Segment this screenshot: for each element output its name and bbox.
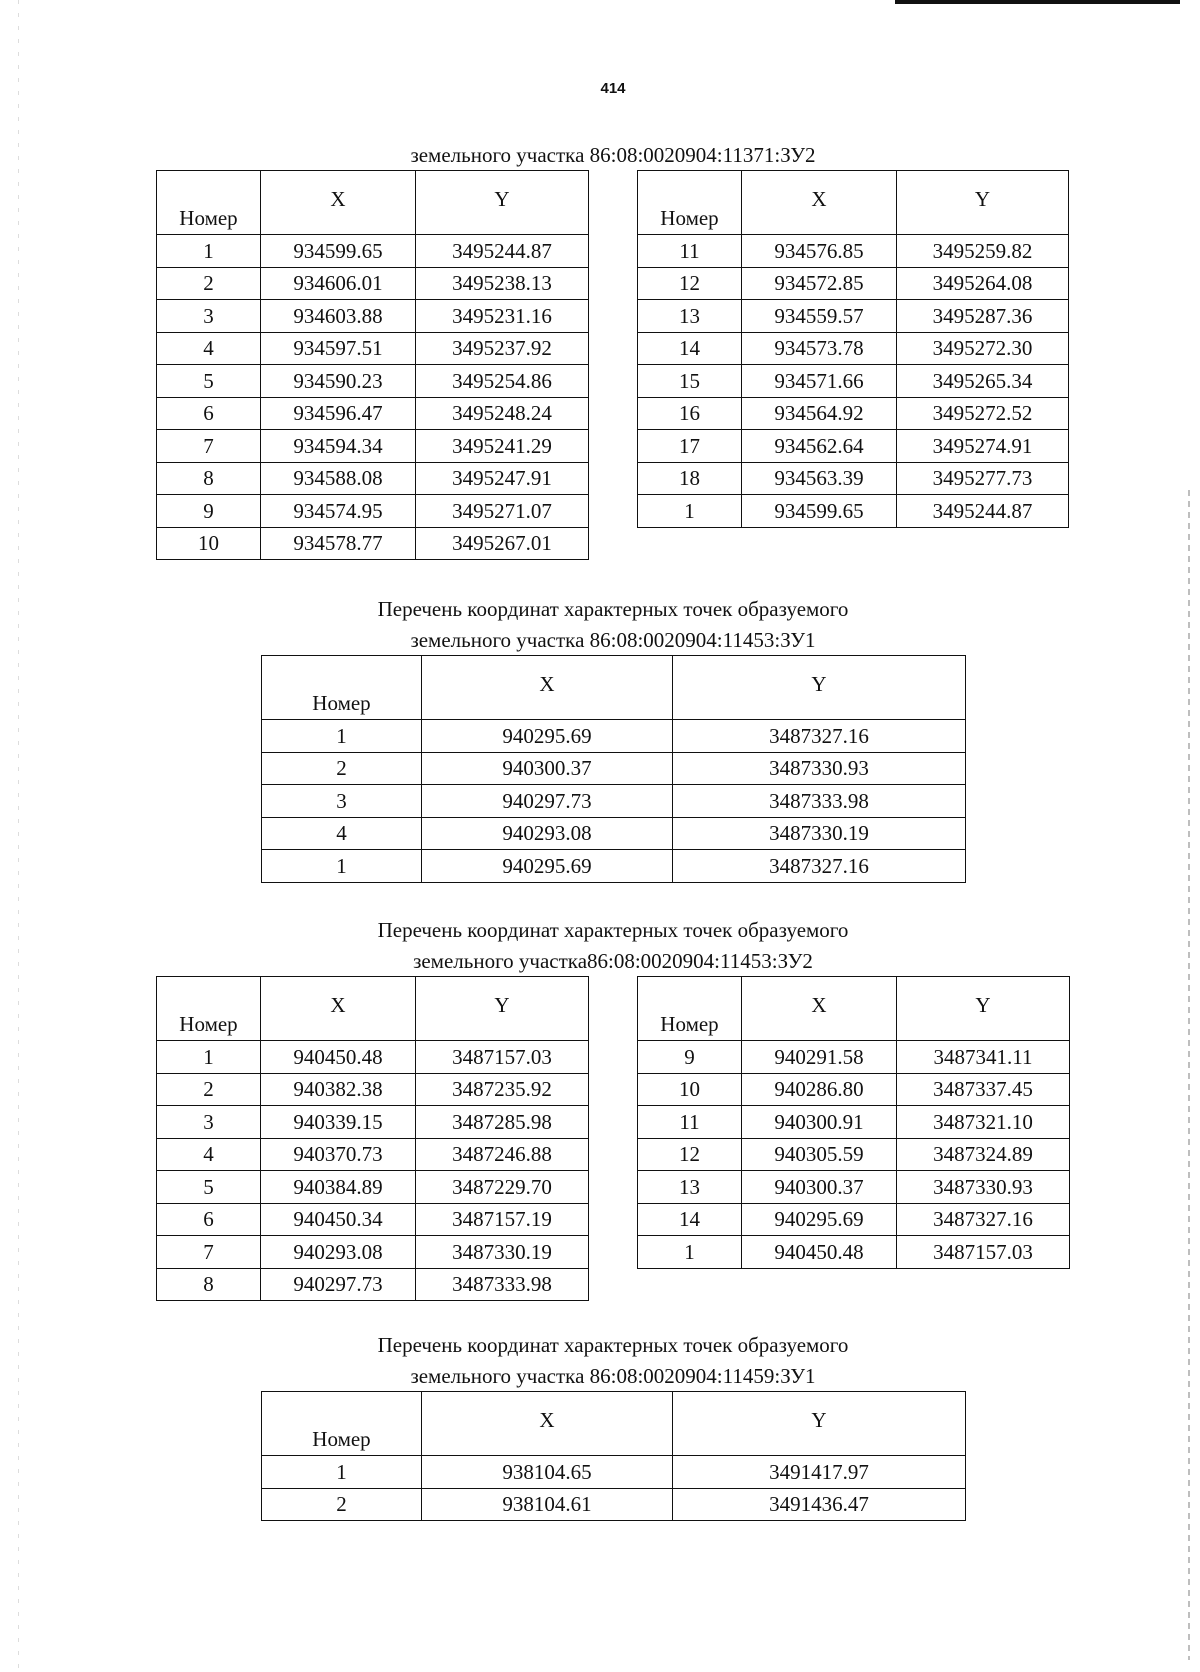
cell-x: 934603.88 [261, 300, 416, 333]
table-row [157, 1203, 589, 1236]
cell-y: 3487246.88 [416, 1138, 589, 1171]
cell-y: 3495244.87 [897, 495, 1069, 528]
table-row [157, 1106, 589, 1139]
cell-y: 3487333.98 [416, 1268, 589, 1301]
cell-number: 11 [638, 1106, 742, 1139]
cell-number: 9 [157, 495, 261, 528]
col-header-number: Номер [157, 977, 261, 1041]
table-row [157, 267, 589, 300]
cell-y: 3495277.73 [897, 462, 1069, 495]
table-row [157, 1171, 589, 1204]
cell-number: 12 [638, 1138, 742, 1171]
table-row [638, 365, 1069, 398]
cell-x: 940370.73 [261, 1138, 416, 1171]
cell-x: 940295.69 [422, 720, 673, 753]
cell-number: 8 [157, 1268, 261, 1301]
table-row [638, 1106, 1070, 1139]
cell-y: 3495254.86 [416, 365, 589, 398]
table-row [262, 720, 966, 753]
scan-edge-left [18, 0, 19, 1672]
scan-edge-right [1188, 490, 1190, 1660]
caption-t3-line2: земельного участка86:08:0020904:11453:ЗУ2 [413, 949, 813, 973]
cell-number: 7 [157, 1236, 261, 1269]
cell-number: 12 [638, 267, 742, 300]
cell-y: 3487229.70 [416, 1171, 589, 1204]
cell-y: 3495259.82 [897, 235, 1069, 268]
cell-y: 3495287.36 [897, 300, 1069, 333]
cell-x: 940384.89 [261, 1171, 416, 1204]
cell-y: 3495267.01 [416, 527, 589, 560]
caption-t3-line1: Перечень координат характерных точек образуемого [377, 918, 849, 942]
cell-y: 3495272.30 [897, 332, 1069, 365]
cell-x: 940300.37 [422, 752, 673, 785]
cell-y: 3487321.10 [897, 1106, 1070, 1139]
cell-number: 2 [157, 267, 261, 300]
cell-x: 934606.01 [261, 267, 416, 300]
cell-y: 3487324.89 [897, 1138, 1070, 1171]
col-header-number: Номер [262, 656, 422, 720]
cell-x: 934573.78 [742, 332, 897, 365]
table-row [157, 397, 589, 430]
cell-x: 940450.48 [261, 1041, 416, 1074]
table-row [638, 332, 1069, 365]
cell-x: 940295.69 [742, 1203, 897, 1236]
table-row [157, 462, 589, 495]
cell-number: 18 [638, 462, 742, 495]
top-rule [895, 0, 1180, 4]
table-row [157, 1268, 589, 1301]
cell-number: 8 [157, 462, 261, 495]
cell-x: 940293.08 [422, 817, 673, 850]
cell-x: 934578.77 [261, 527, 416, 560]
cell-y: 3487327.16 [897, 1203, 1070, 1236]
table-row [262, 1456, 966, 1489]
cell-y: 3487333.98 [673, 785, 966, 818]
cell-x: 934588.08 [261, 462, 416, 495]
cell-y: 3487157.19 [416, 1203, 589, 1236]
cell-x: 934562.64 [742, 430, 897, 463]
cell-y: 3487235.92 [416, 1073, 589, 1106]
table-row [262, 850, 966, 883]
cell-number: 10 [157, 527, 261, 560]
cell-number: 14 [638, 332, 742, 365]
table-row [157, 1073, 589, 1106]
table-row [638, 462, 1069, 495]
col-header-number: Номер [262, 1392, 422, 1456]
table-row [262, 785, 966, 818]
cell-number: 1 [157, 235, 261, 268]
cell-x: 934571.66 [742, 365, 897, 398]
table-row [638, 1203, 1070, 1236]
table-row [157, 430, 589, 463]
cell-y: 3495238.13 [416, 267, 589, 300]
caption-t4-line2: земельного участка 86:08:0020904:11459:ЗУ1 [410, 1364, 816, 1388]
col-header-number: Номер [638, 977, 742, 1041]
table-row [638, 235, 1069, 268]
cell-number: 14 [638, 1203, 742, 1236]
cell-x: 934563.39 [742, 462, 897, 495]
cell-y: 3495264.08 [897, 267, 1069, 300]
table-row [638, 397, 1069, 430]
cell-y: 3495244.87 [416, 235, 589, 268]
cell-number: 13 [638, 1171, 742, 1204]
table-row [157, 332, 589, 365]
cell-x: 934594.34 [261, 430, 416, 463]
table-1-right [637, 170, 1069, 528]
table-row [638, 300, 1069, 333]
cell-x: 934599.65 [742, 495, 897, 528]
cell-number: 3 [157, 1106, 261, 1139]
cell-number: 1 [262, 720, 422, 753]
col-header-x: X [742, 977, 897, 1041]
cell-y: 3487157.03 [416, 1041, 589, 1074]
cell-number: 4 [157, 332, 261, 365]
col-header-x: X [422, 1392, 673, 1456]
cell-number: 10 [638, 1073, 742, 1106]
cell-number: 3 [262, 785, 422, 818]
table-row [157, 527, 589, 560]
cell-number: 13 [638, 300, 742, 333]
col-header-x: X [261, 171, 416, 235]
table-row [638, 267, 1069, 300]
cell-number: 4 [262, 817, 422, 850]
cell-x: 940305.59 [742, 1138, 897, 1171]
cell-number: 15 [638, 365, 742, 398]
cell-y: 3495272.52 [897, 397, 1069, 430]
cell-y: 3487327.16 [673, 850, 966, 883]
cell-y: 3487330.93 [897, 1171, 1070, 1204]
col-header-y: Y [416, 171, 589, 235]
table-row [157, 1236, 589, 1269]
cell-number: 1 [157, 1041, 261, 1074]
cell-x: 940382.38 [261, 1073, 416, 1106]
col-header-x: X [261, 977, 416, 1041]
table-row [262, 817, 966, 850]
cell-x: 940293.08 [261, 1236, 416, 1269]
caption-t4-line1: Перечень координат характерных точек образуемого [377, 1333, 849, 1357]
cell-number: 16 [638, 397, 742, 430]
cell-x: 940300.91 [742, 1106, 897, 1139]
cell-x: 934599.65 [261, 235, 416, 268]
table-row [638, 495, 1069, 528]
cell-x: 934559.57 [742, 300, 897, 333]
table-1-left [156, 170, 589, 560]
table-row [157, 1041, 589, 1074]
table-row [638, 1171, 1070, 1204]
cell-number: 5 [157, 1171, 261, 1204]
cell-number: 2 [262, 752, 422, 785]
cell-y: 3487157.03 [897, 1236, 1070, 1269]
table-row [262, 1488, 966, 1521]
col-header-number: Номер [638, 171, 742, 235]
table-row [157, 495, 589, 528]
caption-t1: земельного участка 86:08:0020904:11371:ЗУ2 [410, 143, 816, 167]
cell-y: 3487327.16 [673, 720, 966, 753]
cell-number: 7 [157, 430, 261, 463]
caption-t2-line1: Перечень координат характерных точек образуемого [377, 597, 849, 621]
table-row [638, 430, 1069, 463]
cell-number: 17 [638, 430, 742, 463]
table-row [157, 1138, 589, 1171]
cell-number: 3 [157, 300, 261, 333]
cell-number: 6 [157, 397, 261, 430]
cell-x: 940339.15 [261, 1106, 416, 1139]
cell-number: 6 [157, 1203, 261, 1236]
cell-x: 940300.37 [742, 1171, 897, 1204]
table-row [157, 300, 589, 333]
cell-x: 940291.58 [742, 1041, 897, 1074]
cell-x: 940450.48 [742, 1236, 897, 1269]
cell-y: 3487330.19 [416, 1236, 589, 1269]
col-header-y: Y [673, 656, 966, 720]
table-row [157, 365, 589, 398]
cell-x: 940295.69 [422, 850, 673, 883]
cell-x: 934564.92 [742, 397, 897, 430]
cell-y: 3487341.11 [897, 1041, 1070, 1074]
cell-y: 3495248.24 [416, 397, 589, 430]
cell-number: 1 [262, 1456, 422, 1489]
cell-x: 934597.51 [261, 332, 416, 365]
caption-t2-line2: земельного участка 86:08:0020904:11453:ЗУ1 [410, 628, 816, 652]
cell-y: 3495231.16 [416, 300, 589, 333]
cell-y: 3491436.47 [673, 1488, 966, 1521]
cell-y: 3495247.91 [416, 462, 589, 495]
table-3-left [156, 976, 589, 1301]
table-row [638, 1073, 1070, 1106]
cell-x: 940450.34 [261, 1203, 416, 1236]
cell-y: 3487330.19 [673, 817, 966, 850]
cell-x: 938104.65 [422, 1456, 673, 1489]
cell-number: 9 [638, 1041, 742, 1074]
table-row [638, 1236, 1070, 1269]
cell-y: 3487285.98 [416, 1106, 589, 1139]
cell-y: 3487330.93 [673, 752, 966, 785]
cell-y: 3487337.45 [897, 1073, 1070, 1106]
page-number: 414 [600, 80, 626, 97]
cell-number: 5 [157, 365, 261, 398]
cell-x: 934574.95 [261, 495, 416, 528]
col-header-number: Номер [157, 171, 261, 235]
col-header-y: Y [673, 1392, 966, 1456]
cell-y: 3495241.29 [416, 430, 589, 463]
cell-number: 4 [157, 1138, 261, 1171]
cell-x: 934596.47 [261, 397, 416, 430]
col-header-y: Y [416, 977, 589, 1041]
table-4 [261, 1391, 966, 1521]
col-header-x: X [742, 171, 897, 235]
cell-y: 3495271.07 [416, 495, 589, 528]
cell-x: 938104.61 [422, 1488, 673, 1521]
table-row [638, 1041, 1070, 1074]
cell-y: 3491417.97 [673, 1456, 966, 1489]
table-2 [261, 655, 966, 883]
cell-y: 3495274.91 [897, 430, 1069, 463]
table-row [638, 1138, 1070, 1171]
cell-x: 934590.23 [261, 365, 416, 398]
cell-x: 940286.80 [742, 1073, 897, 1106]
cell-number: 1 [638, 495, 742, 528]
col-header-x: X [422, 656, 673, 720]
cell-x: 934576.85 [742, 235, 897, 268]
table-row [262, 752, 966, 785]
cell-y: 3495265.34 [897, 365, 1069, 398]
cell-y: 3495237.92 [416, 332, 589, 365]
table-3-right [637, 976, 1070, 1269]
cell-number: 1 [638, 1236, 742, 1269]
cell-x: 940297.73 [422, 785, 673, 818]
table-row [157, 235, 589, 268]
col-header-y: Y [897, 977, 1070, 1041]
cell-number: 2 [157, 1073, 261, 1106]
cell-x: 940297.73 [261, 1268, 416, 1301]
cell-number: 2 [262, 1488, 422, 1521]
cell-number: 1 [262, 850, 422, 883]
cell-number: 11 [638, 235, 742, 268]
cell-x: 934572.85 [742, 267, 897, 300]
col-header-y: Y [897, 171, 1069, 235]
